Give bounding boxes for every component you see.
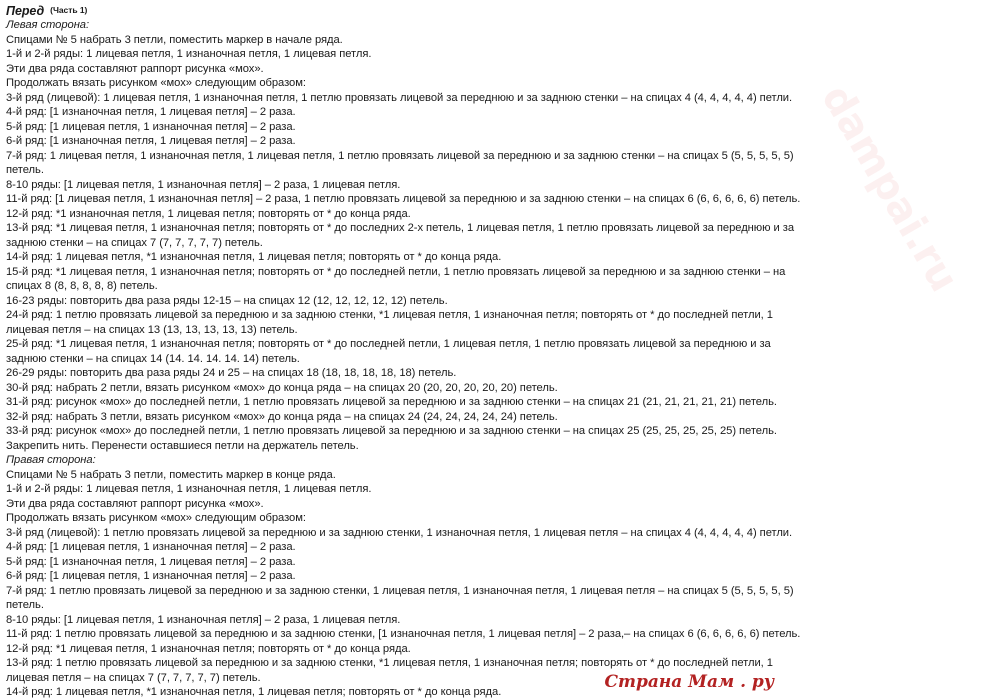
instruction-line: 4-й ряд: [1 изнаночная петля, 1 лицевая петля] – 2 раза. (6, 106, 296, 118)
instruction-line: 1-й и 2-й ряды: 1 лицевая петля, 1 изнаночная петля, 1 лицевая петля. (6, 483, 372, 495)
instruction-line: 13-й ряд: *1 лицевая петля, 1 изнаночная петля; повторять от * до последних 2-х петель, 1 лицевая петля, 1 петлю провязать лицевой за переднюю и за (6, 222, 795, 234)
instruction-line: 16-23 ряды: повторить два раза ряды 12-15 – на спицах 12 (12, 12, 12, 12, 12) петель. (6, 294, 448, 307)
site-logo: Страна Мам . ру (604, 672, 774, 692)
instruction-line: 32-й ряд: набрать 3 петли, вязать рисунком «мох» до конца ряда – на спицах 24 (24, 24, 24, 24, 24) петель. (6, 410, 558, 423)
instruction-lines (6, 18, 801, 700)
instruction-line: Продолжать вязать рисунком «мох» следующим образом: (6, 512, 306, 524)
instruction-line: 33-й ряд: рисунок «мох» до последней петли, 1 петлю провязать лицевой за переднюю и за заднюю стенки – на спицах 25 (25, 25, 25, 25, 25) петель. (6, 425, 777, 437)
instruction-line: 14-й ряд: 1 лицевая петля, *1 изнаночная петля, 1 лицевая петля; повторять от * до конца ряда. (6, 686, 502, 698)
instruction-line: 3-й ряд (лицевой): 1 петлю провязать лицевой за переднюю и за заднюю стенки, 1 изнаночная петля, 1 лицевая петля – на спицах 4 (4, 4, 4, 4, 4) петли. (6, 526, 793, 539)
instruction-line: петель. (6, 164, 44, 176)
instruction-line: 7-й ряд: 1 петлю провязать лицевой за переднюю и за заднюю стенки, 1 лицевая петля, 1 изнаночная петля, 1 лицевая петля – на спицах 5 (5, 5, 5, 5, 5) (6, 584, 794, 597)
instruction-line: спицах 8 (8, 8, 8, 8, 8) петель. (6, 280, 158, 292)
instruction-line: Закрепить нить. Перенести оставшиеся петли на держатель петель. (6, 439, 359, 452)
instruction-line: 24-й ряд: 1 петлю провязать лицевой за переднюю и за заднюю стенки, *1 лицевая петля, 1 изнаночная петля; повторять от * до последней петли, 1 (6, 309, 773, 321)
instruction-line: Эти два ряда составляют раппорт рисунка «мох». (6, 497, 264, 510)
subsection-heading: Левая сторона: (6, 19, 90, 31)
instruction-line: 15-й ряд: *1 лицевая петля, 1 изнаночная петля; повторять от * до последней петли, 1 петлю провязать лицевой за переднюю и за заднюю стенки – на (6, 265, 786, 278)
instruction-line: лицевая петля – на спицах 7 (7, 7, 7, 7, 7) петель. (6, 671, 261, 684)
subsection-heading: Правая сторона: (6, 454, 96, 466)
instruction-line: 14-й ряд: 1 лицевая петля, *1 изнаночная петля, 1 лицевая петля; повторять от * до конца ряда. (6, 251, 502, 263)
instruction-line: 25-й ряд: *1 лицевая петля, 1 изнаночная петля; повторять от * до последней петли, 1 лицевая петля, 1 петлю провязать лицевой за переднюю и за (6, 338, 771, 350)
instruction-line: заднюю стенки – на спицах 7 (7, 7, 7, 7, 7) петель. (6, 236, 263, 249)
instruction-line: 4-й ряд: [1 лицевая петля, 1 изнаночная петля] – 2 раза. (6, 541, 296, 553)
instruction-line: лицевая петля – на спицах 13 (13, 13, 13, 13, 13) петель. (6, 323, 298, 336)
instruction-line: 1-й и 2-й ряды: 1 лицевая петля, 1 изнаночная петля, 1 лицевая петля. (6, 48, 372, 60)
instruction-line: 26-29 ряды: повторить два раза ряды 24 и 25 – на спицах 18 (18, 18, 18, 18, 18) петель. (6, 367, 457, 379)
instruction-line: заднюю стенки – на спицах 14 (14. 14. 14. 14. 14) петель. (6, 352, 300, 365)
instruction-line: 7-й ряд: 1 лицевая петля, 1 изнаночная петля, 1 лицевая петля, 1 петлю провязать лицевой за переднюю и за заднюю стенки – на спицах 5 (5, 5, 5, 5, 5) (6, 149, 794, 162)
instruction-line: Продолжать вязать рисунком «мох» следующим образом: (6, 77, 306, 89)
instruction-line: 6-й ряд: [1 изнаночная петля, 1 лицевая петля] – 2 раза. (6, 135, 296, 147)
instruction-line: Спицами № 5 набрать 3 петли, поместить маркер в конце ряда. (6, 468, 336, 481)
instruction-line: 12-й ряд: *1 лицевая петля, 1 изнаночная петля; повторять от * до конца ряда. (6, 642, 411, 655)
instruction-line: 5-й ряд: [1 изнаночная петля, 1 лицевая петля] – 2 раза. (6, 555, 296, 568)
instruction-line: Эти два ряда составляют раппорт рисунка «мох». (6, 62, 264, 75)
instruction-line: 8-10 ряды: [1 лицевая петля, 1 изнаночная петля] – 2 раза, 1 лицевая петля. (6, 613, 401, 626)
part-note: (Часть 1) (50, 5, 88, 15)
instruction-line: 3-й ряд (лицевой): 1 лицевая петля, 1 изнаночная петля, 1 петлю провязать лицевой за переднюю и за заднюю стенки – на спицах 4 (4, 4, 4, 4, 4) петли. (6, 91, 793, 104)
watermark: dampai.ru (812, 77, 968, 300)
instruction-line: 12-й ряд: *1 изнаночная петля, 1 лицевая петля; повторять от * до конца ряда. (6, 207, 411, 220)
section-heading (6, 3, 782, 18)
instruction-line: 11-й ряд: [1 лицевая петля, 1 изнаночная петля] – 2 раза, 1 петлю провязать лицевой за переднюю и за заднюю стенки – на спицах 6 (6, 6, 6, 6, 6) петель. (6, 193, 801, 205)
instruction-line: 31-й ряд: рисунок «мох» до последней петли, 1 петлю провязать лицевой за переднюю и за заднюю стенки – на спицах 21 (21, 21, 21, 21, 21) петель. (6, 396, 777, 408)
section-title: Перед (6, 4, 45, 18)
instruction-line: 5-й ряд: [1 лицевая петля, 1 изнаночная петля] – 2 раза. (6, 120, 296, 133)
instruction-line: 11-й ряд: 1 петлю провязать лицевой за переднюю и за заднюю стенки, [1 изнаночная петля, 1 лицевая петля] – 2 раза,– на спицах 6 (6, 6, 6, 6, 6) петель. (6, 628, 801, 640)
instruction-line: петель. (6, 599, 44, 611)
instruction-line: 13-й ряд: 1 петлю провязать лицевой за переднюю и за заднюю стенки, *1 лицевая петля, 1 изнаночная петля; повторять от * до последней петли, 1 (6, 657, 773, 669)
instruction-line: 6-й ряд: [1 лицевая петля, 1 изнаночная петля] – 2 раза. (6, 570, 296, 582)
instruction-line: Спицами № 5 набрать 3 петли, поместить маркер в начале ряда. (6, 33, 343, 46)
instruction-line: 30-й ряд: набрать 2 петли, вязать рисунком «мох» до конца ряда – на спицах 20 (20, 20, 20, 20, 20) петель. (6, 381, 558, 394)
instruction-line: 8-10 ряды: [1 лицевая петля, 1 изнаночная петля] – 2 раза, 1 лицевая петля. (6, 178, 401, 191)
